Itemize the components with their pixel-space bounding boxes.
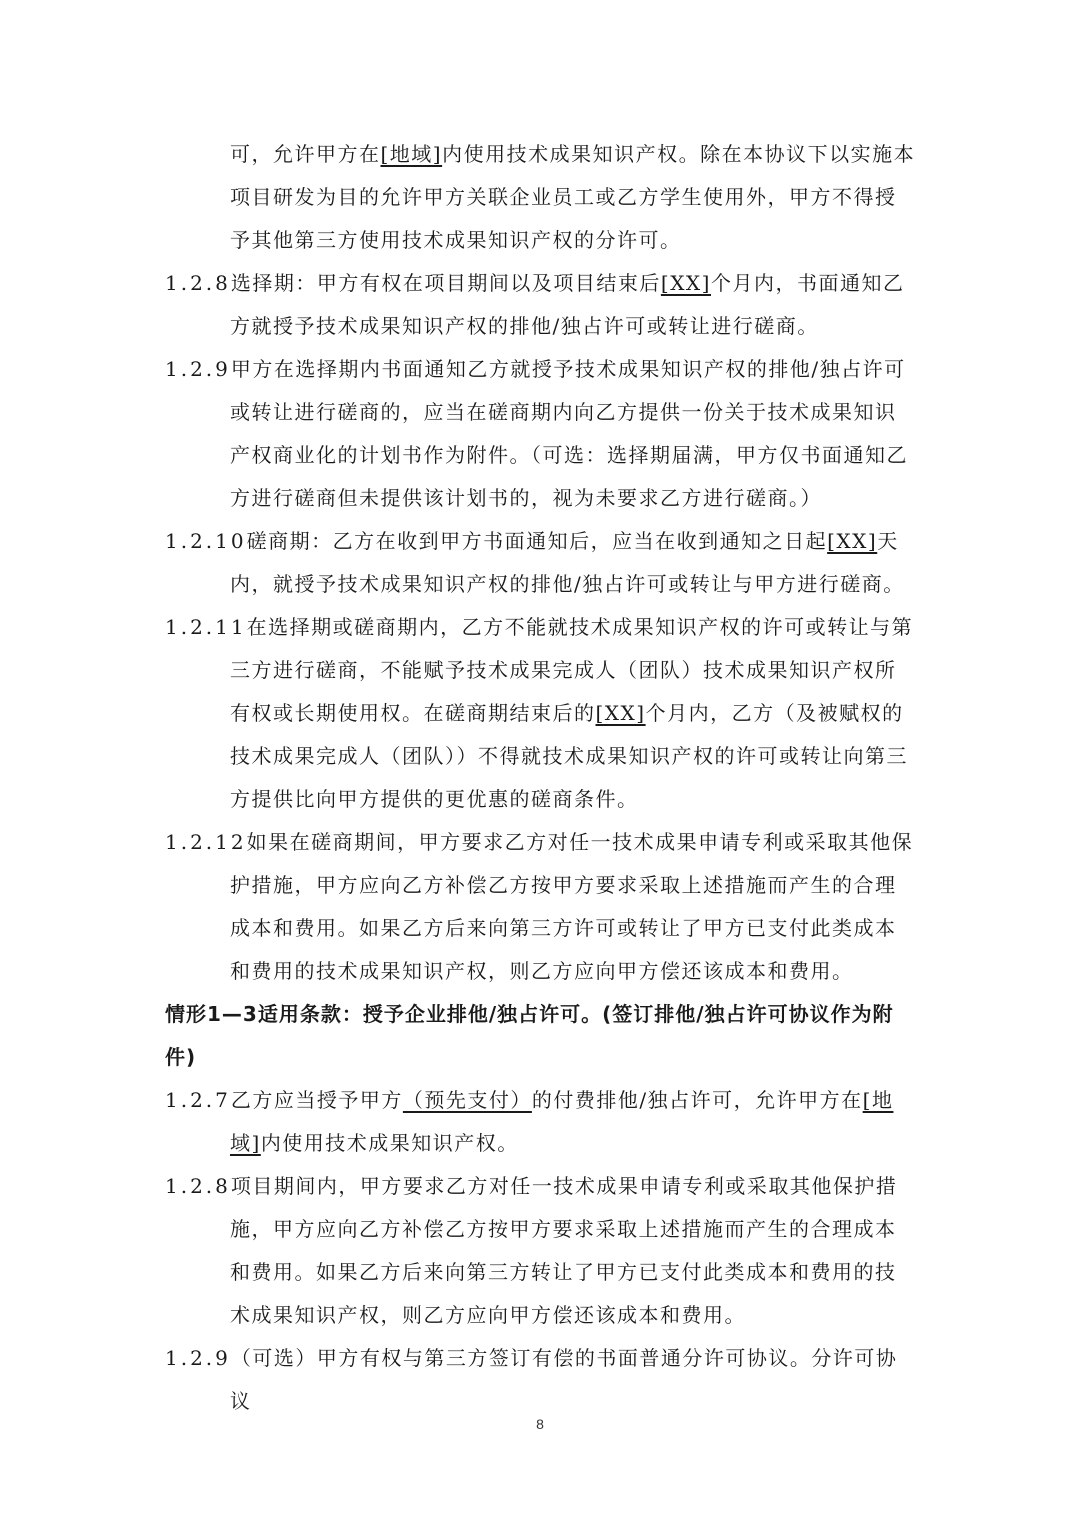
section-heading [165, 993, 917, 1079]
text-run: 天内，就授予技术成果知识产权的排他/独占许可或转让与甲方进行磋商。 [230, 529, 905, 596]
clause-paragraph [165, 1337, 917, 1423]
continued-paragraph [165, 133, 917, 262]
clause-number: 1.2.8 [165, 271, 231, 295]
clause-paragraph [165, 520, 917, 606]
text-run: 情形1—3适用条款：授予企业排他/独占许可。(签订排他/独占许可协议作为附件) [165, 1002, 894, 1069]
text-run: 项目期间内，甲方要求乙方对任一技术成果申请专利或采取其他保护措施，甲方应向乙方补偿乙方按甲方要求采取上述措施而产生的合理成本和费用。如果乙方后来向第三方转让了甲方已支付此类成本和费用的技术成果知识产权，则乙方应向甲方偿还该成本和费用。 [230, 1174, 898, 1327]
clause-number: 1.2.7 [165, 1088, 231, 1112]
text-run: （可选）甲方有权与第三方签订有偿的书面普通分许可协议。分许可协议 [230, 1346, 898, 1413]
text-run: 可，允许甲方在 [230, 142, 381, 166]
clause-paragraph [165, 262, 917, 348]
clause-number: 1.2.11 [165, 615, 247, 639]
text-run: 的付费排他/独占许可，允许甲方在 [531, 1088, 863, 1112]
text-run: 内使用技术成果知识产权。 [260, 1131, 519, 1155]
text-run: 如果在磋商期间，甲方要求乙方对任一技术成果申请专利或采取其他保护措施，甲方应向乙方补偿乙方按甲方要求采取上述措施而产生的合理成本和费用。如果乙方后来向第三方许可或转让了甲方已支付此类成本和费用的技术成果知识产权，则乙方应向甲方偿还该成本和费用。 [230, 830, 914, 983]
clause-number: 1.2.12 [165, 830, 247, 854]
clause-number: 1.2.9 [165, 357, 231, 381]
text-run: 磋商期：乙方在收到甲方书面通知后，应当在收到通知之日起 [246, 529, 828, 553]
text-run: 个月内，书面通知乙方就授予技术成果知识产权的排他/独占许可或转让进行磋商。 [230, 271, 905, 338]
clause-paragraph [165, 606, 917, 821]
page-number: 8 [536, 1416, 544, 1432]
fill-in-blank: [地域] [230, 1088, 894, 1155]
text-run: 甲方在选择期内书面通知乙方就授予技术成果知识产权的排他/独占许可或转让进行磋商的，应当在磋商期内向乙方提供一份关于技术成果知识产权商业化的计划书作为附件。（可选：选择期届满，甲方仅书面通知乙方进行磋商但未提供该计划书的，视为未要求乙方进行磋商。） [230, 357, 908, 510]
text-run: 选择期：甲方有权在项目期间以及项目结束后 [230, 271, 661, 295]
fill-in-blank: [地域] [380, 142, 443, 166]
text-run: 内使用技术成果知识产权。除在本协议下以实施本项目研发为目的允许甲方关联企业员工或乙方学生使用外，甲方不得授予其他第三方使用技术成果知识产权的分许可。 [230, 142, 916, 252]
clause-paragraph [165, 821, 917, 993]
clause-paragraph [165, 348, 917, 520]
fill-in-blank: [XX] [827, 529, 878, 553]
fill-in-blank: （预先支付） [402, 1088, 532, 1112]
text-run: 个月内，乙方（及被赋权的技术成果完成人（团队））不得就技术成果知识产权的许可或转让向第三方提供比向甲方提供的更优惠的磋商条件。 [230, 701, 908, 811]
clause-number: 1.2.9 [165, 1346, 231, 1370]
document-body [165, 133, 917, 1423]
clause-number: 1.2.8 [165, 1174, 231, 1198]
text-run: 乙方应当授予甲方 [230, 1088, 403, 1112]
text-run: 在选择期或磋商期内，乙方不能就技术成果知识产权的许可或转让与第三方进行磋商，不能赋予技术成果完成人（团队）技术成果知识产权所有权或长期使用权。在磋商期结束后的 [230, 615, 914, 725]
clause-number: 1.2.10 [165, 529, 247, 553]
clause-paragraph [165, 1079, 917, 1165]
clause-paragraph [165, 1165, 917, 1337]
fill-in-blank: [XX] [660, 271, 711, 295]
fill-in-blank: [XX] [595, 701, 646, 725]
